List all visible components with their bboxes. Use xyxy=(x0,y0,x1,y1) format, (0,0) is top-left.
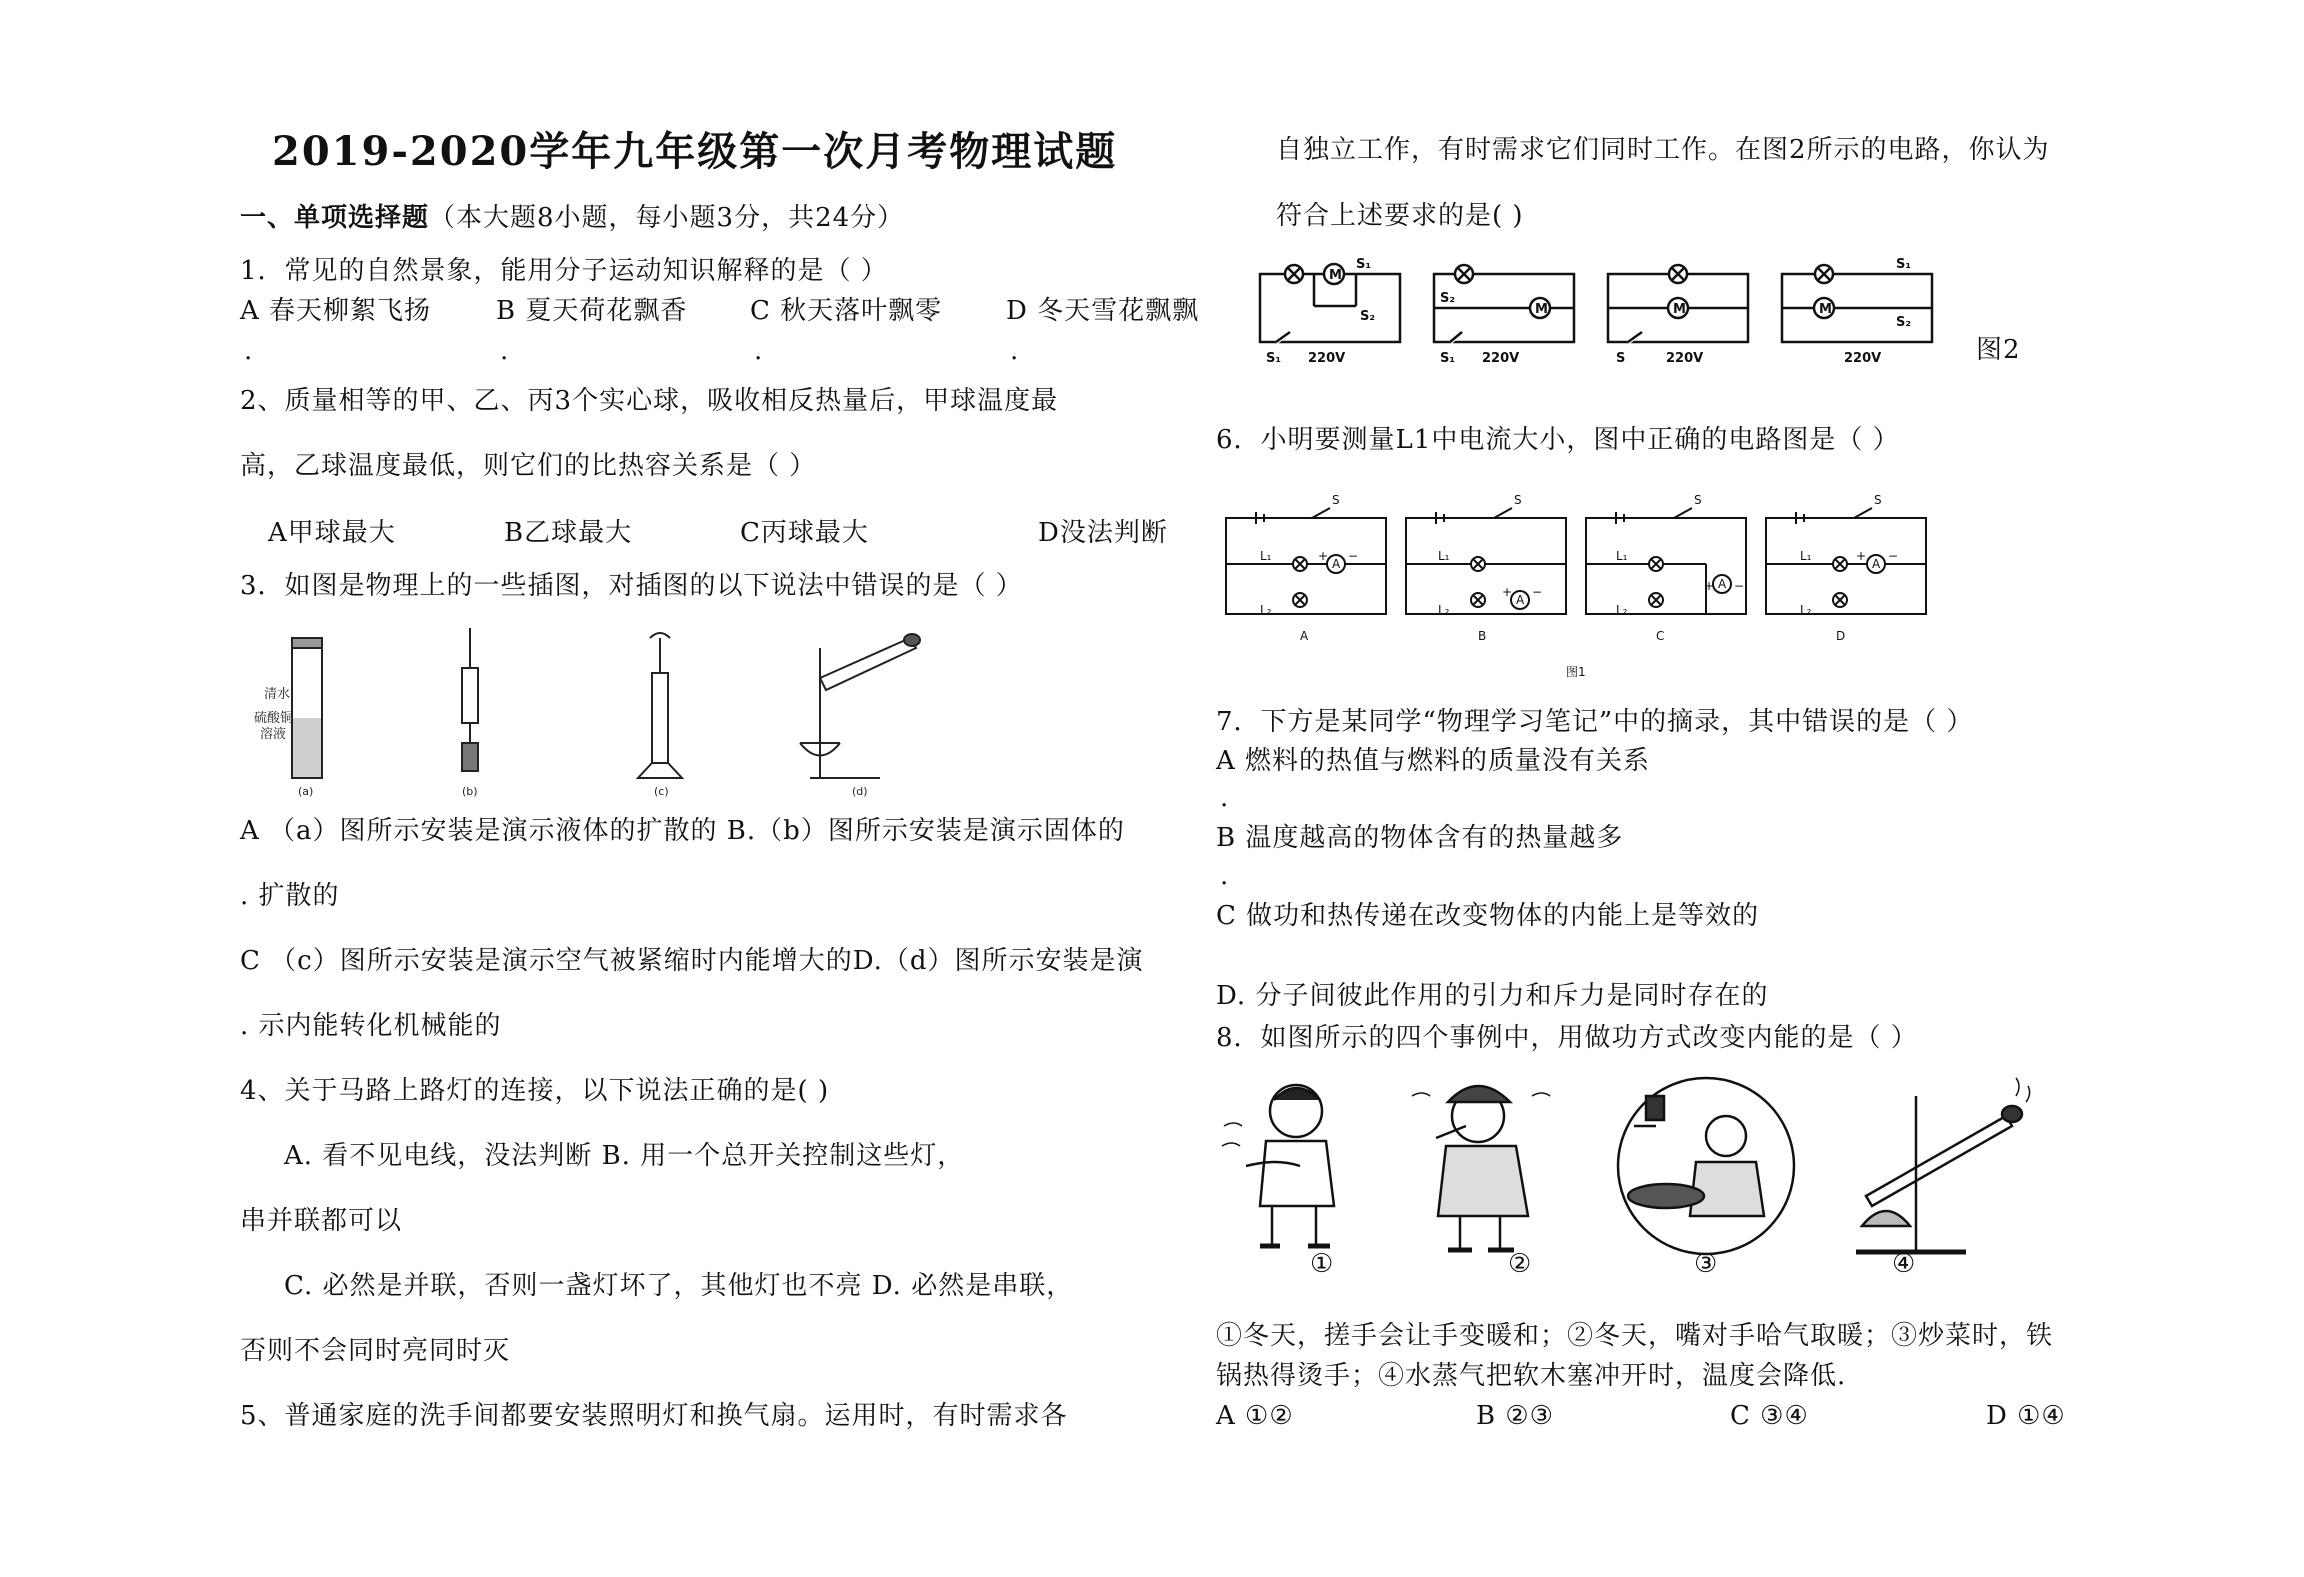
q2-option-d: D没法判断 xyxy=(1038,518,1168,548)
switch-label-7: S₁ xyxy=(1896,257,1912,272)
plus-c: + xyxy=(1704,579,1715,593)
minus-b: − xyxy=(1532,585,1543,599)
caption-a: A xyxy=(1300,629,1309,643)
air-compression-figure xyxy=(638,633,682,778)
minus-c: − xyxy=(1734,579,1745,593)
q7-option-d: D. 分子间彼此作用的引力和斥力是同时存在的 xyxy=(1216,981,1769,1011)
q7-option-a: A 燃料的热值与燃料的质量没有关系 xyxy=(1216,746,1651,776)
picture-label-3: ③ xyxy=(1694,1249,1718,1276)
q8-option-b: B ②③ xyxy=(1476,1401,1554,1431)
q7-option-c: C 做功和热传递在改变物体的内能上是等效的 xyxy=(1216,901,1760,931)
q2-option-c: C丙球最大 xyxy=(740,518,869,548)
q7-stem: 7．下方是某同学“物理学习笔记”中的摘录，其中错误的是（ ） xyxy=(1216,707,1974,737)
q3-illustrations xyxy=(240,618,960,798)
q2-option-a: A甲球最大 xyxy=(268,518,396,548)
label-a: (a) xyxy=(298,785,314,798)
q7-dot-a: . xyxy=(1220,783,1230,813)
caption-d: D xyxy=(1836,629,1846,643)
circuit-a xyxy=(1226,508,1386,614)
switch-label-4: S₂ xyxy=(1440,291,1456,306)
ammeter-c: A xyxy=(1718,577,1727,591)
q7-dot-b: . xyxy=(1220,861,1230,891)
q2-line1: 2、质量相等的甲、乙、丙3个实心球，吸收相反热量后，甲球温度最 xyxy=(240,386,1059,416)
minus-a: − xyxy=(1348,549,1359,563)
q8-stem: 8．如图所示的四个事例中，用做功方式改变内能的是（ ） xyxy=(1216,1023,1918,1053)
picture-label-4: ④ xyxy=(1892,1249,1916,1276)
q8-illustrations xyxy=(1216,1066,2036,1276)
q2-option-b: B乙球最大 xyxy=(504,518,633,548)
label-d: (d) xyxy=(852,785,868,798)
lamp-c-l1: L₁ xyxy=(1616,549,1628,563)
q3-stem: 3．如图是物理上的一些插图，对插图的以下说法中错误的是（ ） xyxy=(240,571,1023,601)
q3-option-c-d: C （c）图所示安装是演示空气被紧缩时内能增大的D.（d）图所示安装是演 xyxy=(240,946,1144,976)
plus-b: + xyxy=(1502,585,1513,599)
voltage-label-4: 220V xyxy=(1844,351,1882,366)
q6-circuit-diagrams xyxy=(1216,490,1936,690)
lead-cylinders-figure xyxy=(462,628,478,771)
switch-label-8: S₂ xyxy=(1896,315,1912,330)
switch-label-5: S₁ xyxy=(1440,351,1456,366)
q1-stem: 1．常见的自然景象，能用分子运动知识解释的是（ ） xyxy=(240,256,888,286)
q4-option-a-b: A. 看不见电线，没法判断 B. 用一个总开关控制这些灯， xyxy=(284,1141,965,1171)
voltage-label-2: 220V xyxy=(1482,351,1520,366)
q6-stem: 6．小明要测量L1中电流大小，图中正确的电路图是（ ） xyxy=(1216,425,1900,455)
q4-option-d-cont: 否则不会同时亮同时灭 xyxy=(240,1336,511,1366)
label-solution-1: 硫酸铜 xyxy=(254,711,294,726)
q1-dot-d: . xyxy=(1010,336,1020,366)
q8-description-1: ①冬天，搓手会让手变暖和；②冬天，嘴对手哈气取暖；③炒菜时，铁 xyxy=(1216,1321,2054,1351)
lamp-d-l2: L₂ xyxy=(1800,603,1812,617)
switch-c: S xyxy=(1694,493,1702,507)
q1-option-a: A 春天柳絮飞扬 xyxy=(240,296,432,326)
q1-option-c: C 秋天落叶飘零 xyxy=(750,296,943,326)
plus-a: + xyxy=(1318,549,1329,563)
q5-line1: 5、普通家庭的洗手间都要安装照明灯和换气扇。运用时，有时需求各 xyxy=(240,1401,1068,1431)
picture-steam-cork xyxy=(1856,1078,2030,1252)
q1-dot-c: . xyxy=(754,336,764,366)
label-c: (c) xyxy=(654,785,669,798)
switch-label-6: S xyxy=(1616,351,1626,366)
q8-option-d: D ①④ xyxy=(1986,1401,2066,1431)
q5-line3: 符合上述要求的是( ) xyxy=(1276,201,1524,231)
label-solution-2: 溶液 xyxy=(260,727,287,742)
beaker-diffusion-figure xyxy=(292,638,322,778)
motor-label-3: M xyxy=(1673,302,1686,317)
switch-label-1: S₁ xyxy=(1356,257,1372,272)
picture-frying-pan xyxy=(1618,1078,1794,1254)
switch-b: S xyxy=(1514,493,1522,507)
caption-b: B xyxy=(1478,629,1487,643)
section-title: 一、单项选择题 xyxy=(240,203,430,233)
motor-label-2: M xyxy=(1535,302,1548,317)
q2-line2: 高，乙球温度最低，则它们的比热容关系是（ ） xyxy=(240,451,817,481)
q7-option-b: B 温度越高的物体含有的热量越多 xyxy=(1216,823,1624,853)
picture-rubbing-hands xyxy=(1222,1085,1334,1246)
lamp-b-l1: L₁ xyxy=(1438,549,1450,563)
figure-1-caption: 图1 xyxy=(1566,665,1586,679)
ammeter-a: A xyxy=(1332,557,1341,571)
picture-blowing-hands xyxy=(1412,1086,1550,1250)
q1-dot-b: . xyxy=(500,336,510,366)
lamp-b-l2: L₂ xyxy=(1438,603,1450,617)
q3-option-a-b: A （a）图所示安装是演示液体的扩散的 B.（b）图所示安装是演示固体的 xyxy=(240,816,1125,846)
q1-dot-a: . xyxy=(244,336,254,366)
switch-label-3: S₁ xyxy=(1266,351,1282,366)
lamp-d-l1: L₁ xyxy=(1800,549,1812,563)
figure-2-caption: 图2 xyxy=(1976,335,2021,365)
q5-circuit-diagrams xyxy=(1256,256,1976,366)
page-title: 2019-2020学年九年级第一次月考物理试题 xyxy=(272,128,1118,175)
lamp-a-l2: L₂ xyxy=(1260,603,1272,617)
minus-d: − xyxy=(1888,549,1899,563)
q3-option-b-cont: . 扩散的 xyxy=(240,881,340,911)
lamp-a-l1: L₁ xyxy=(1260,549,1272,563)
lamp-c-l2: L₂ xyxy=(1616,603,1628,617)
voltage-label-1: 220V xyxy=(1308,351,1346,366)
picture-label-2: ② xyxy=(1508,1249,1532,1276)
caption-c: C xyxy=(1656,629,1665,643)
q3-option-d-cont: . 示内能转化机械能的 xyxy=(240,1011,502,1041)
circuit-d xyxy=(1766,508,1926,614)
ammeter-b: A xyxy=(1516,593,1525,607)
section-note: （本大题8小题，每小题3分，共24分） xyxy=(429,203,905,233)
picture-label-1: ① xyxy=(1310,1249,1334,1276)
switch-label-2: S₂ xyxy=(1360,309,1376,324)
label-b: (b) xyxy=(462,785,478,798)
q8-option-a: A ①② xyxy=(1216,1401,1294,1431)
switch-a: S xyxy=(1332,493,1340,507)
circuit-c xyxy=(1586,508,1746,614)
section-heading xyxy=(240,202,904,234)
q5-line2: 自独立工作，有时需求它们同时工作。在图2所示的电路，你认为 xyxy=(1276,135,2050,165)
q4-stem: 4、关于马路上路灯的连接，以下说法正确的是( ) xyxy=(240,1076,830,1106)
circuit-option-d xyxy=(1782,265,1932,342)
q1-option-b: B 夏天荷花飘香 xyxy=(496,296,688,326)
motor-label-1: M xyxy=(1329,268,1342,283)
q8-description-2: 锅热得烫手；④水蒸气把软木塞冲开时，温度会降低. xyxy=(1216,1361,1847,1391)
steam-tube-figure xyxy=(800,634,920,778)
q1-option-d: D 冬天雪花飘飘 xyxy=(1006,296,1200,326)
q4-option-b-cont: 串并联都可以 xyxy=(240,1206,403,1236)
label-water: 清水 xyxy=(264,687,291,702)
plus-d: + xyxy=(1856,549,1867,563)
voltage-label-3: 220V xyxy=(1666,351,1704,366)
ammeter-d: A xyxy=(1872,557,1881,571)
q8-option-c: C ③④ xyxy=(1730,1401,1809,1431)
q4-option-c-d: C. 必然是并联，否则一盏灯坏了，其他灯也不亮 D. 必然是串联， xyxy=(284,1271,1074,1301)
motor-label-4: M xyxy=(1819,302,1832,317)
switch-d: S xyxy=(1874,493,1882,507)
